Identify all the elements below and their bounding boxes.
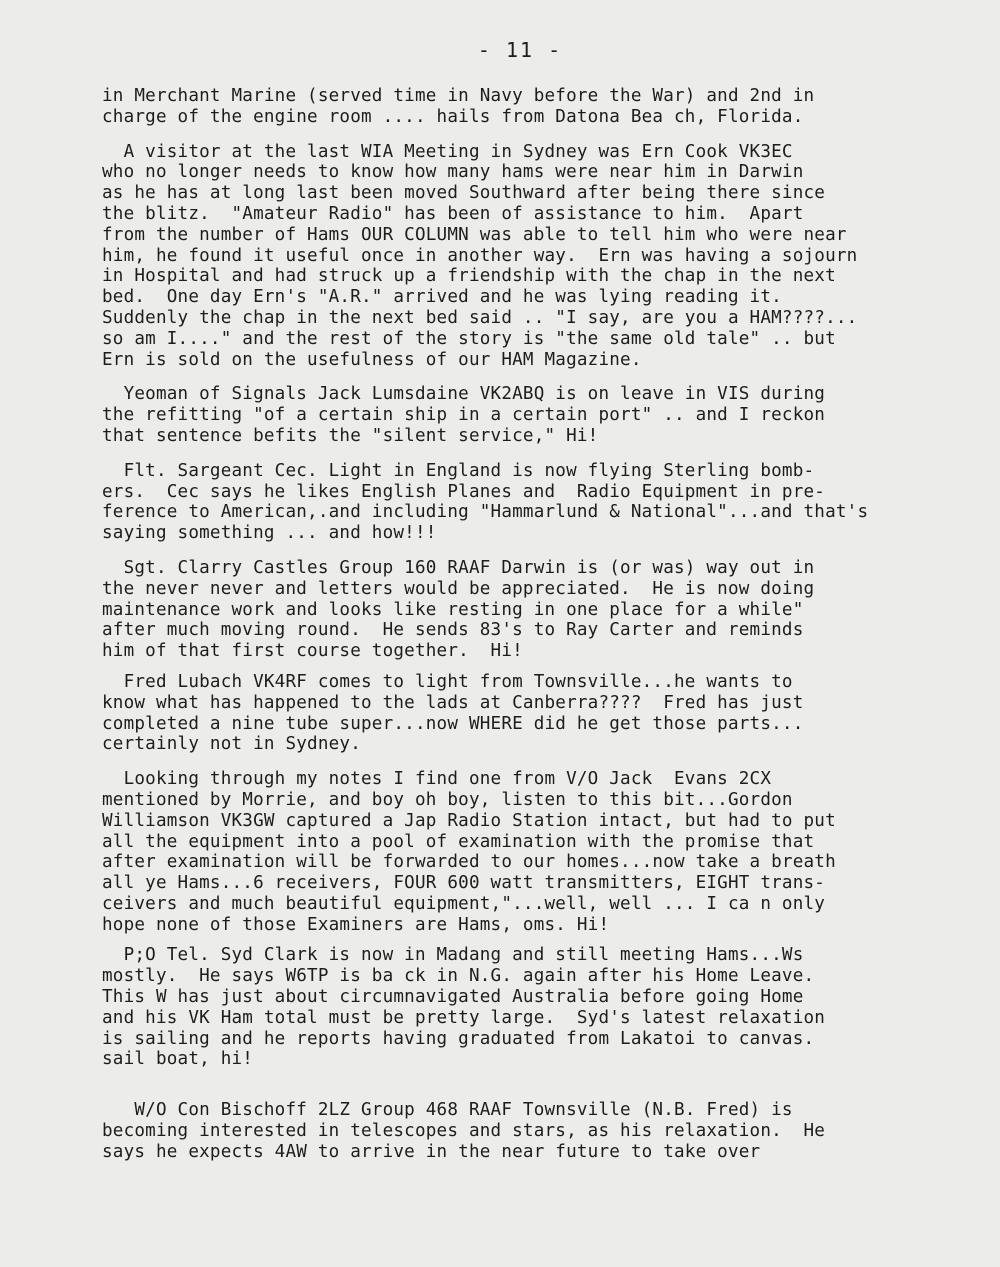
- text-line: Suddenly the chap in the next bed said .. "I say, are you a HAM????...: [102, 307, 858, 328]
- text-line: is sailing and he reports having graduated from Lakatoi to canvas.: [102, 1028, 815, 1049]
- text-line: him of that first course together. Hi!: [102, 641, 523, 662]
- page-number: - 11 -: [477, 38, 563, 62]
- text-line: so am I...." and the rest of the story is "the same old tale" .. but: [102, 328, 836, 349]
- text-line: all ye Hams...6 receivers, FOUR 600 watt transmitters, EIGHT trans-: [102, 873, 826, 894]
- text-line: bed. One day Ern's "A.R." arrived and he was lying reading it.: [102, 287, 782, 308]
- text-line: Ern is sold on the usefulness of our HAM Magazine.: [102, 349, 642, 370]
- text-line: from the number of Hams OUR COLUMN was able to tell him who were near: [102, 224, 847, 245]
- text-line: as he has at long last been moved Southward after being there since: [102, 183, 826, 204]
- text-line: the refitting "of a certain ship in a certain port" .. and I reckon: [102, 405, 826, 426]
- text-line: Yeoman of Signals Jack Lumsdaine VK2ABQ is on leave in VIS during: [102, 384, 826, 405]
- text-line: in Merchant Marine (served time in Navy before the War) and 2nd in: [102, 86, 815, 106]
- text-line: says he expects 4AW to arrive in the near future to take over: [102, 1141, 761, 1162]
- text-line: A visitor at the last WIA Meeting in Sydney was Ern Cook VK3EC: [102, 141, 793, 162]
- text-line: charge of the engine room .... hails from Datona Bea ch, Florida.: [102, 106, 804, 127]
- text-line: certainly not in Sydney.: [102, 734, 362, 755]
- text-line: completed a nine tube super...now WHERE did he get those parts...: [102, 713, 804, 734]
- text-line: Williamson VK3GW captured a Jap Radio Station intact, but had to put: [102, 810, 836, 831]
- text-line: mostly. He says W6TP is ba ck in N.G. again after his Home Leave.: [102, 966, 815, 987]
- text-line: the never never and letters would be appreciated. He is now doing: [102, 578, 815, 599]
- text-line: that sentence befits the "silent service," Hi!: [102, 425, 599, 446]
- text-line: maintenance work and looks like resting in one place for a while": [102, 599, 804, 620]
- text-line: Fred Lubach VK4RF comes to light from Townsville...he wants to: [102, 671, 793, 692]
- text-line: mentioned by Morrie, and boy oh boy, listen to this bit...Gordon: [102, 789, 793, 810]
- paragraph-cec-light: [102, 461, 972, 544]
- document-body: [102, 86, 972, 1173]
- text-line: after examination will be forwarded to our homes...now take a breath: [102, 852, 836, 873]
- text-line: Sgt. Clarry Castles Group 160 RAAF Darwin is (or was) way out in: [102, 557, 815, 578]
- paragraph-ern-cook: [102, 142, 972, 371]
- text-line: ference to American,.and including "Hammarlund & National"...and that's: [102, 502, 869, 523]
- text-line: in Hospital and had struck up a friendship with the chap in the next: [102, 266, 836, 287]
- paragraph-clarry-castles: [102, 558, 972, 662]
- paragraph-syd-clark: [102, 945, 972, 1070]
- text-line: him, he found it useful once in another way. Ern was having a sojourn: [102, 245, 858, 266]
- paragraph-jack-lumsdaine: [102, 384, 972, 446]
- text-line: hope none of those Examiners are Hams, oms. Hi!: [102, 914, 610, 935]
- text-line: This W has just about circumnavigated Australia before going Home: [102, 987, 804, 1008]
- text-line: after much moving round. He sends 83's to Ray Carter and reminds: [102, 620, 804, 641]
- text-line: all the equipment into a pool of examination with the promise that: [102, 831, 815, 852]
- text-line: who no longer needs to know how many hams were near him in Darwin: [102, 162, 804, 183]
- text-line: Flt. Sargeant Cec. Light in England is now flying Sterling bomb-: [102, 460, 815, 481]
- paragraph-jack-evans: [102, 769, 972, 935]
- text-line: ceivers and much beautiful equipment,"...well, well ... I ca n only: [102, 893, 826, 914]
- text-line: saying something ... and how!!!: [102, 523, 437, 544]
- text-line: and his VK Ham total must be pretty large. Syd's latest relaxation: [102, 1007, 826, 1028]
- text-line: sail boat, hi!: [102, 1049, 254, 1070]
- text-line: the blitz. "Amateur Radio" has been of assistance to him. Apart: [102, 203, 804, 224]
- paragraph-merchant-marine: [102, 86, 972, 128]
- text-line: P;O Tel. Syd Clark is now in Madang and still meeting Hams...Ws: [102, 945, 804, 966]
- text-line: ers. Cec says he likes English Planes and Radio Equipment in pre-: [102, 481, 826, 502]
- text-line: W/O Con Bischoff 2LZ Group 468 RAAF Townsville (N.B. Fred) is: [102, 1100, 793, 1121]
- paragraph-con-bischoff: [102, 1100, 972, 1162]
- text-line: becoming interested in telescopes and stars, as his relaxation. He: [102, 1121, 826, 1142]
- text-line: know what has happened to the lads at Canberra???? Fred has just: [102, 692, 804, 713]
- paragraph-fred-lubach: [102, 672, 972, 755]
- text-line: Looking through my notes I find one from V/O Jack Evans 2CX: [102, 769, 772, 790]
